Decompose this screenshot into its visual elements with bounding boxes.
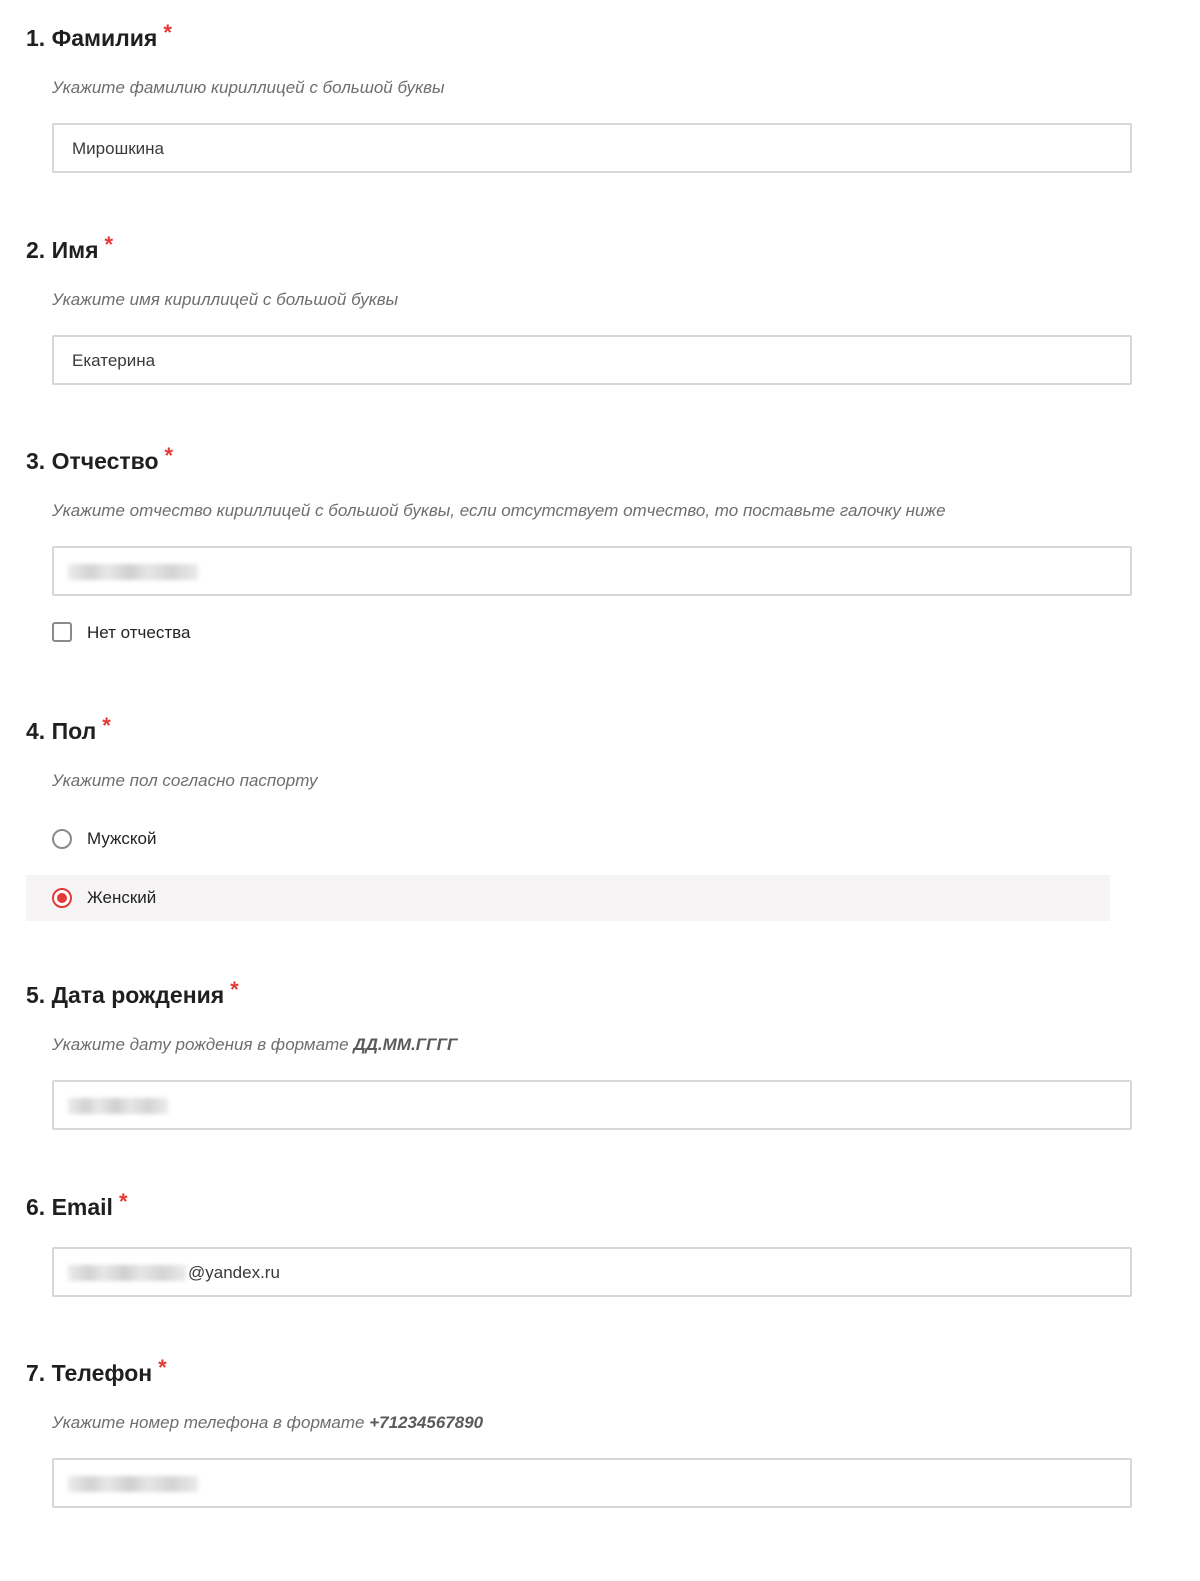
gender-option-male[interactable] [26,816,1110,862]
phone-format: +71234567890 [369,1413,484,1432]
name-hint: Укажите имя кириллицей с большой буквы [52,290,399,309]
question-title-text: 1. Фамилия [26,25,158,51]
birthdate-hint [52,1034,457,1056]
required-asterisk: * [163,20,172,45]
radio-female[interactable] [52,888,72,908]
patronymic-hint: Укажите отчество кириллицей с большой буквы, если отсутствует отчество, то поставьте галочку ниже [52,501,946,520]
no-patronymic-label: Нет отчества [87,623,191,642]
surname-hint: Укажите фамилию кириллицей с большой буквы [52,78,445,97]
required-asterisk: * [104,232,114,257]
name-input-value: Екатерина [72,351,156,370]
question-surname-title [26,20,172,53]
phone-hint-text: Укажите номер телефона в формате [52,1413,370,1432]
gender-hint: Укажите пол согласно паспорту [52,771,318,790]
email-domain: @yandex.ru [188,1263,280,1282]
email-input[interactable] [52,1247,1132,1297]
phone-hint [52,1412,483,1434]
question-title-text: 3. Отчество [26,448,159,474]
name-input[interactable] [52,335,1132,385]
surname-input[interactable] [52,123,1132,173]
question-title-text: 7. Телефон [26,1360,153,1386]
birthdate-format: ДД.ММ.ГГГГ [353,1035,458,1054]
phone-input[interactable] [52,1458,1132,1508]
question-title-text: 5. Дата рождения [26,982,225,1008]
required-asterisk: * [230,977,239,1002]
radio-label-female: Женский [87,888,157,907]
question-title-text: 6. Email [26,1194,113,1220]
required-asterisk: * [102,713,111,738]
question-email-title [26,1189,128,1222]
radio-male[interactable] [52,829,72,849]
question-birthdate-title [26,977,239,1010]
question-gender-title [26,713,111,746]
no-patronymic-checkbox[interactable] [52,622,72,642]
redacted-value [68,1098,168,1114]
radio-label-male: Мужской [87,829,157,848]
surname-input-value: Мирошкина [72,139,164,158]
birthdate-input[interactable] [52,1080,1132,1130]
question-title-text: 4. Пол [26,718,97,744]
gender-option-female[interactable] [26,875,1110,921]
required-asterisk: * [158,1355,167,1380]
patronymic-input[interactable] [52,546,1132,596]
birthdate-hint-text: Укажите дату рождения в формате [52,1035,354,1054]
redacted-value [68,1265,186,1281]
question-title-text: 2. Имя [26,237,99,263]
redacted-value [68,564,198,580]
question-phone-title [26,1355,167,1388]
required-asterisk: * [118,1189,128,1214]
question-name-title [26,232,114,265]
question-patronymic-title [26,443,174,476]
redacted-value [68,1476,198,1492]
required-asterisk: * [164,443,174,468]
